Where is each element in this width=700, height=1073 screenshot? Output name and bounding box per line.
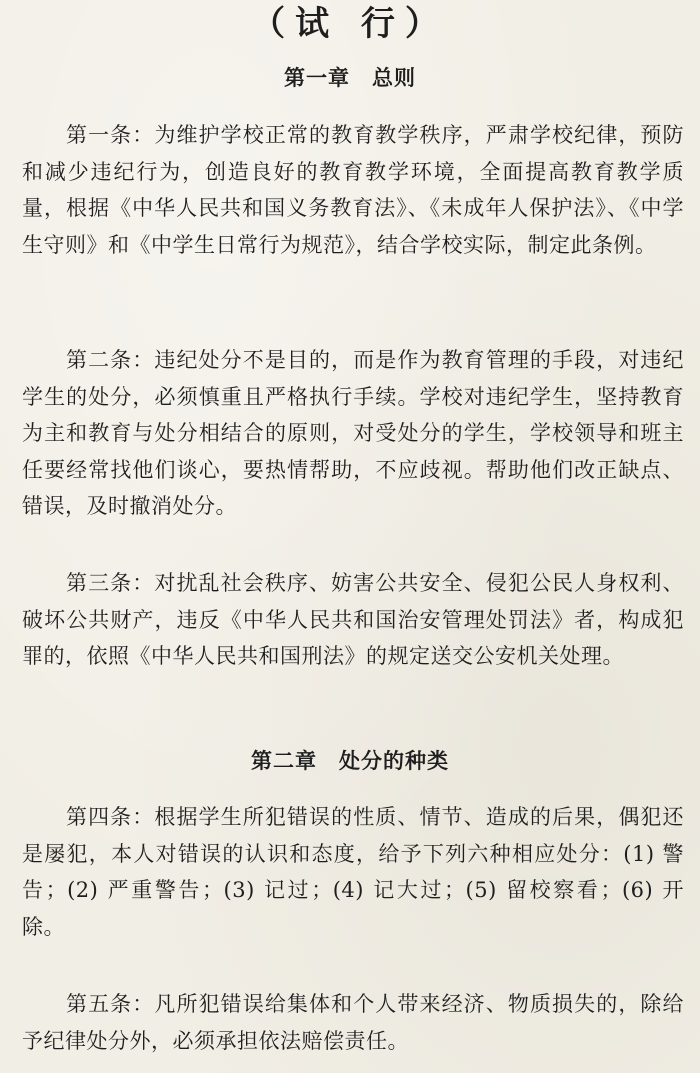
article-3: 第三条：对扰乱社会秩序、妨害公共安全、侵犯公民人身权利、破坏公共财产，违反《中华人民共和国治安管理处罚法》者，构成犯罪的，依照《中华人民共和国刑法》的规定送交公安机关处理。	[22, 571, 684, 669]
article-1: 第一条：为维护学校正常的教育教学秩序，严肃学校纪律，预防和减少违纪行为，创造良好的教育教学环境，全面提高教育教学质量，根据《中华人民共和国义务教育法》、《未成年人保护法》、《中学生守则》和《中学生日常行为规范》，结合学校实际，制定此条例。	[22, 123, 684, 257]
document-title: （试 行）	[251, 4, 449, 44]
article-4: 第四条：根据学生所犯错误的性质、情节、造成的后果，偶犯还是屡犯，本人对错误的认识和态度，给予下列六种相应处分：(1) 警告；(2) 严重警告；(3) 记过；(4) 记大过；(5) 留校察看；(6) 开除。	[22, 805, 684, 939]
article-2: 第二条：违纪处分不是目的，而是作为教育管理的手段，对违纪学生的处分，必须慎重且严格执行手续。学校对违纪学生，坚持教育为主和教育与处分相结合的原则，对受处分的学生，学校领导和班主任要经常找他们谈心，要热情帮助，不应歧视。帮助他们改正缺点、错误，及时撤消处分。	[22, 348, 684, 519]
chapter-1-heading: 第一章 总则	[284, 65, 416, 90]
article-5: 第五条：凡所犯错误给集体和个人带来经济、物质损失的，除给予纪律处分外，必须承担依法赔偿责任。	[22, 992, 684, 1053]
chapter-2-heading: 第二章 处分的种类	[251, 748, 449, 773]
